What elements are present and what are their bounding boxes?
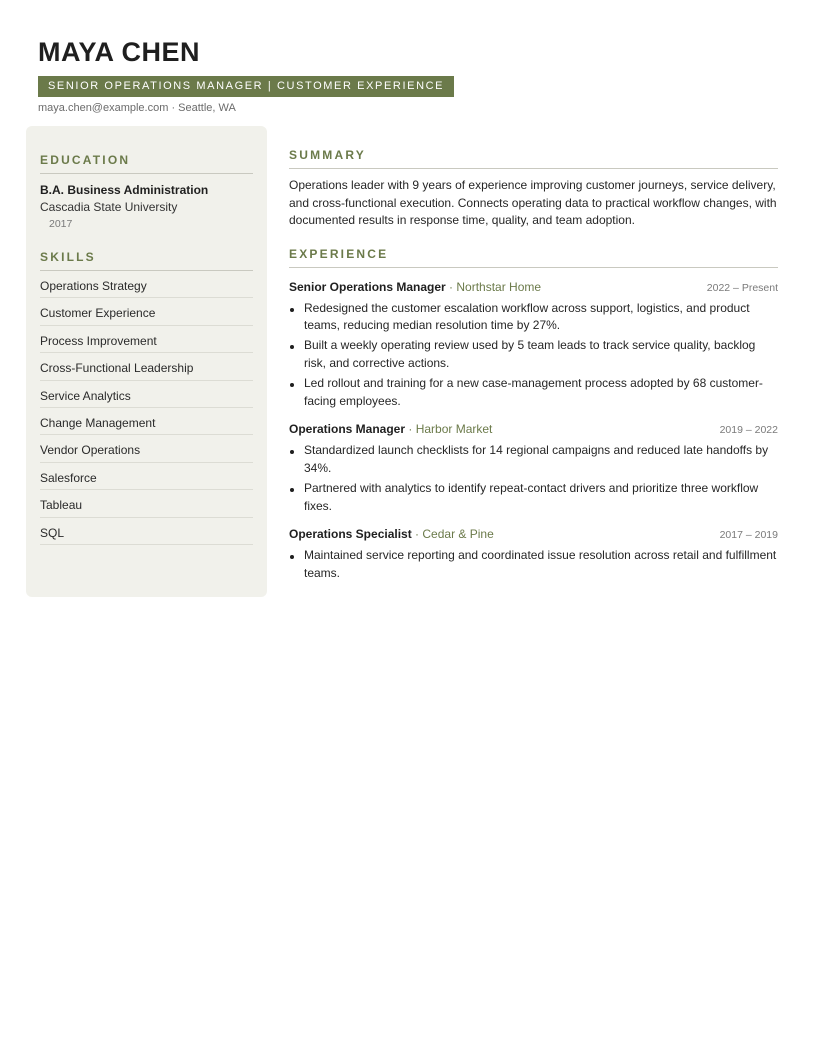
bullet-item: Partnered with analytics to identify repeat-contact drivers and prioritize three workflow fixes. bbox=[289, 480, 778, 515]
bullet-item: Redesigned the customer escalation workflow across support, logistics, and product teams, reducing median resolution time by 27%. bbox=[289, 300, 778, 335]
skill-item: SQL bbox=[40, 518, 253, 545]
job-header bbox=[289, 525, 778, 543]
summary-text: Operations leader with 9 years of experience improving customer journeys, service delivery, and cross-functional execution. Connects operating data to practical workflow changes, with documented results in response time, quality, and team adoption. bbox=[289, 178, 777, 228]
job-title: Senior Operations Manager bbox=[289, 279, 446, 294]
job-entry bbox=[289, 420, 778, 515]
skill-item: Service Analytics bbox=[40, 381, 253, 408]
skill-item: Operations Strategy bbox=[40, 271, 253, 298]
skill-item: Change Management bbox=[40, 408, 253, 435]
job-separator: · bbox=[405, 422, 416, 437]
job-title: Operations Manager bbox=[289, 422, 406, 437]
job-header bbox=[289, 420, 778, 438]
experience-heading: EXPERIENCE bbox=[289, 247, 778, 268]
job-entry bbox=[289, 278, 778, 411]
job-company: Cedar & Pine bbox=[422, 527, 494, 542]
bullet-item: Maintained service reporting and coordinated issue resolution across retail and fulfillment teams. bbox=[289, 547, 778, 582]
bullet-item: Standardized launch checklists for 14 regional campaigns and reduced late handoffs by 34%. bbox=[289, 442, 778, 477]
candidate-name: MAYA CHEN bbox=[38, 37, 201, 67]
job-bullets bbox=[289, 442, 778, 515]
skill-item: Cross-Functional Leadership bbox=[40, 353, 253, 380]
job-separator: · bbox=[411, 527, 423, 542]
main-column bbox=[289, 148, 778, 585]
contact-line: maya.chen@example.com · Seattle, WA bbox=[38, 102, 236, 114]
skill-item: Vendor Operations bbox=[40, 435, 253, 462]
job-bullets bbox=[289, 547, 778, 582]
graduation-year: 2017 bbox=[49, 218, 73, 230]
job-dates: 2022 – Present bbox=[706, 281, 778, 294]
skills-heading: SKILLS bbox=[40, 250, 253, 271]
bullet-item: Built a weekly operating review used by 5 team leads to track service quality, backlog risk, and corrective actions. bbox=[289, 337, 778, 372]
job-company: Harbor Market bbox=[415, 422, 493, 437]
bullet-item: Led rollout and training for a new case-management process adopted by 68 customer-facing employees. bbox=[289, 375, 778, 410]
job-company: Northstar Home bbox=[456, 279, 542, 294]
sidebar bbox=[26, 126, 267, 597]
job-bullets bbox=[289, 300, 778, 411]
degree: B.A. Business Administration bbox=[40, 183, 209, 197]
summary-heading: SUMMARY bbox=[289, 148, 778, 169]
job-entry bbox=[289, 525, 778, 582]
school: Cascadia State University bbox=[40, 200, 178, 214]
skill-item: Customer Experience bbox=[40, 298, 253, 325]
skills-list bbox=[40, 271, 253, 545]
job-role-line bbox=[289, 420, 492, 438]
job-dates: 2017 – 2019 bbox=[719, 529, 778, 542]
job-dates: 2019 – 2022 bbox=[719, 424, 778, 437]
job-role-line bbox=[289, 525, 494, 543]
education-heading: EDUCATION bbox=[40, 153, 253, 174]
job-separator: · bbox=[445, 279, 457, 294]
job-title-banner: SENIOR OPERATIONS MANAGER | CUSTOMER EXPERIENCE bbox=[38, 76, 454, 97]
job-header bbox=[289, 278, 778, 296]
skill-item: Tableau bbox=[40, 490, 253, 517]
job-role-line bbox=[289, 278, 541, 296]
job-title: Operations Specialist bbox=[289, 527, 412, 542]
skill-item: Process Improvement bbox=[40, 326, 253, 353]
resume-header bbox=[38, 36, 454, 114]
skill-item: Salesforce bbox=[40, 463, 253, 490]
